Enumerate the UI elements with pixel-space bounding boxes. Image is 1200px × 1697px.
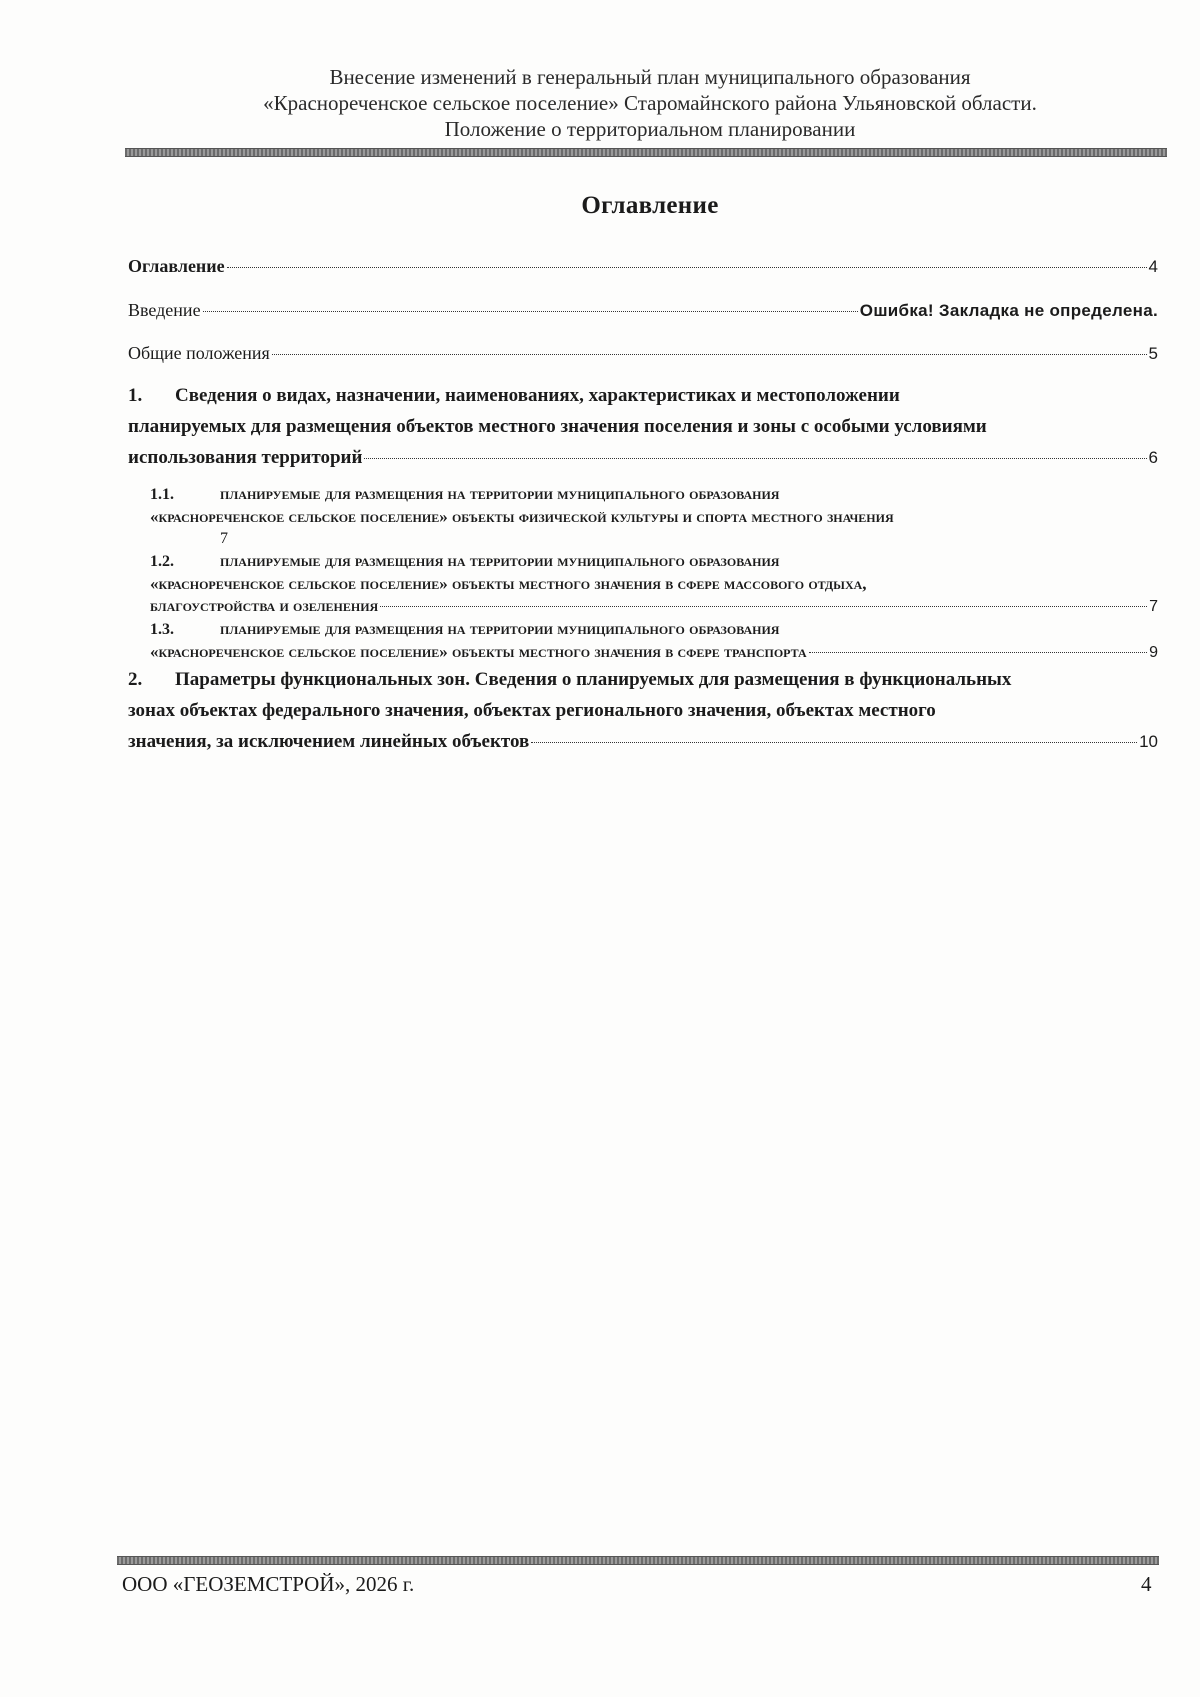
dot-leader [364,458,1146,459]
section-title-line-3: благоустройства и озеленения [150,596,379,615]
dot-leader [809,652,1147,653]
toc-title: Оглавление [581,192,719,219]
toc-section-2[interactable] [128,664,1158,757]
section-number: 1. [128,385,143,406]
footer-page-number: 4 [1141,1572,1152,1596]
toc-entry-text: Оглавление [128,256,225,276]
section-title-line-3: использования территорий [128,447,363,468]
toc-page-number: 9 [1149,644,1158,661]
header-line-1: Внесение изменений в генеральный план муниципального образования [329,65,971,89]
section-number: 1.2. [150,553,174,570]
footer-company: ООО «ГЕОЗЕМСТРОЙ», 2026 г. [122,1572,415,1596]
toc-page-number: 7 [1149,598,1158,615]
toc-page-number: 6 [1148,448,1158,467]
document-header [125,64,1175,142]
dot-leader [380,606,1147,607]
toc-page-number: 4 [1148,257,1158,276]
section-title-line-2: планируемых для размещения объектов местного значения поселения и зоны с особыми условиями [128,416,987,437]
section-title-line-2: «краснореченское сельское поселение» объекты физической культуры и спорта местного значения [150,507,894,526]
toc-section-1-1[interactable] [128,483,1158,550]
section-title-line-2: «краснореченское сельское поселение» объекты местного значения в сфере транспорта [150,642,807,661]
section-number: 1.1. [150,486,174,503]
section-title-line-1: планируемые для размещения на территории муниципального образования [220,484,780,503]
dot-leader [203,311,858,312]
section-number: 2. [128,669,143,690]
header-line-2: «Красноречeнское сельское поселение» Старомайнского района Ульяновской области. [263,91,1037,115]
section-title-line-1: Параметры функциональных зон. Сведения о планируемых для размещения в функциональных [175,669,1012,690]
toc-page-number: 7 [220,530,228,547]
toc-page-number: 5 [1148,344,1158,363]
section-title-line-2: «краснореченское сельское поселение» объекты местного значения в сфере массового отдыха, [150,574,867,593]
toc-entry-text: Общие положения [128,343,270,363]
toc-entry-contents[interactable] [128,256,1158,277]
toc-entry-introduction[interactable] [128,300,1158,321]
header-rule [125,148,1167,157]
footer-rule [117,1556,1159,1565]
toc-section-1-3[interactable] [128,618,1158,664]
toc-section-1[interactable] [128,380,1158,473]
section-number: 1.3. [150,621,174,638]
dot-leader [227,267,1147,268]
toc-entry-general[interactable] [128,343,1158,364]
section-title-line-1: планируемые для размещения на территории муниципального образования [220,619,780,638]
toc-section-1-2[interactable] [128,550,1158,618]
toc-error-text: Ошибка! Закладка не определена. [859,301,1158,320]
section-title-line-1: Сведения о видах, назначении, наименованиях, характеристиках и местоположении [175,385,900,406]
dot-leader [531,742,1137,743]
header-line-3: Положение о территориальном планировании [444,117,856,141]
section-title-line-1: планируемые для размещения на территории муниципального образования [220,551,780,570]
section-title-line-2: зонах объектах федерального значения, объектах регионального значения, объектах местного [128,700,936,721]
section-title-line-3: значения, за исключением линейных объектов [128,731,530,752]
dot-leader [272,354,1147,355]
table-of-contents [128,256,1158,757]
toc-entry-text: Введение [128,300,201,320]
toc-page-number: 10 [1139,732,1158,751]
